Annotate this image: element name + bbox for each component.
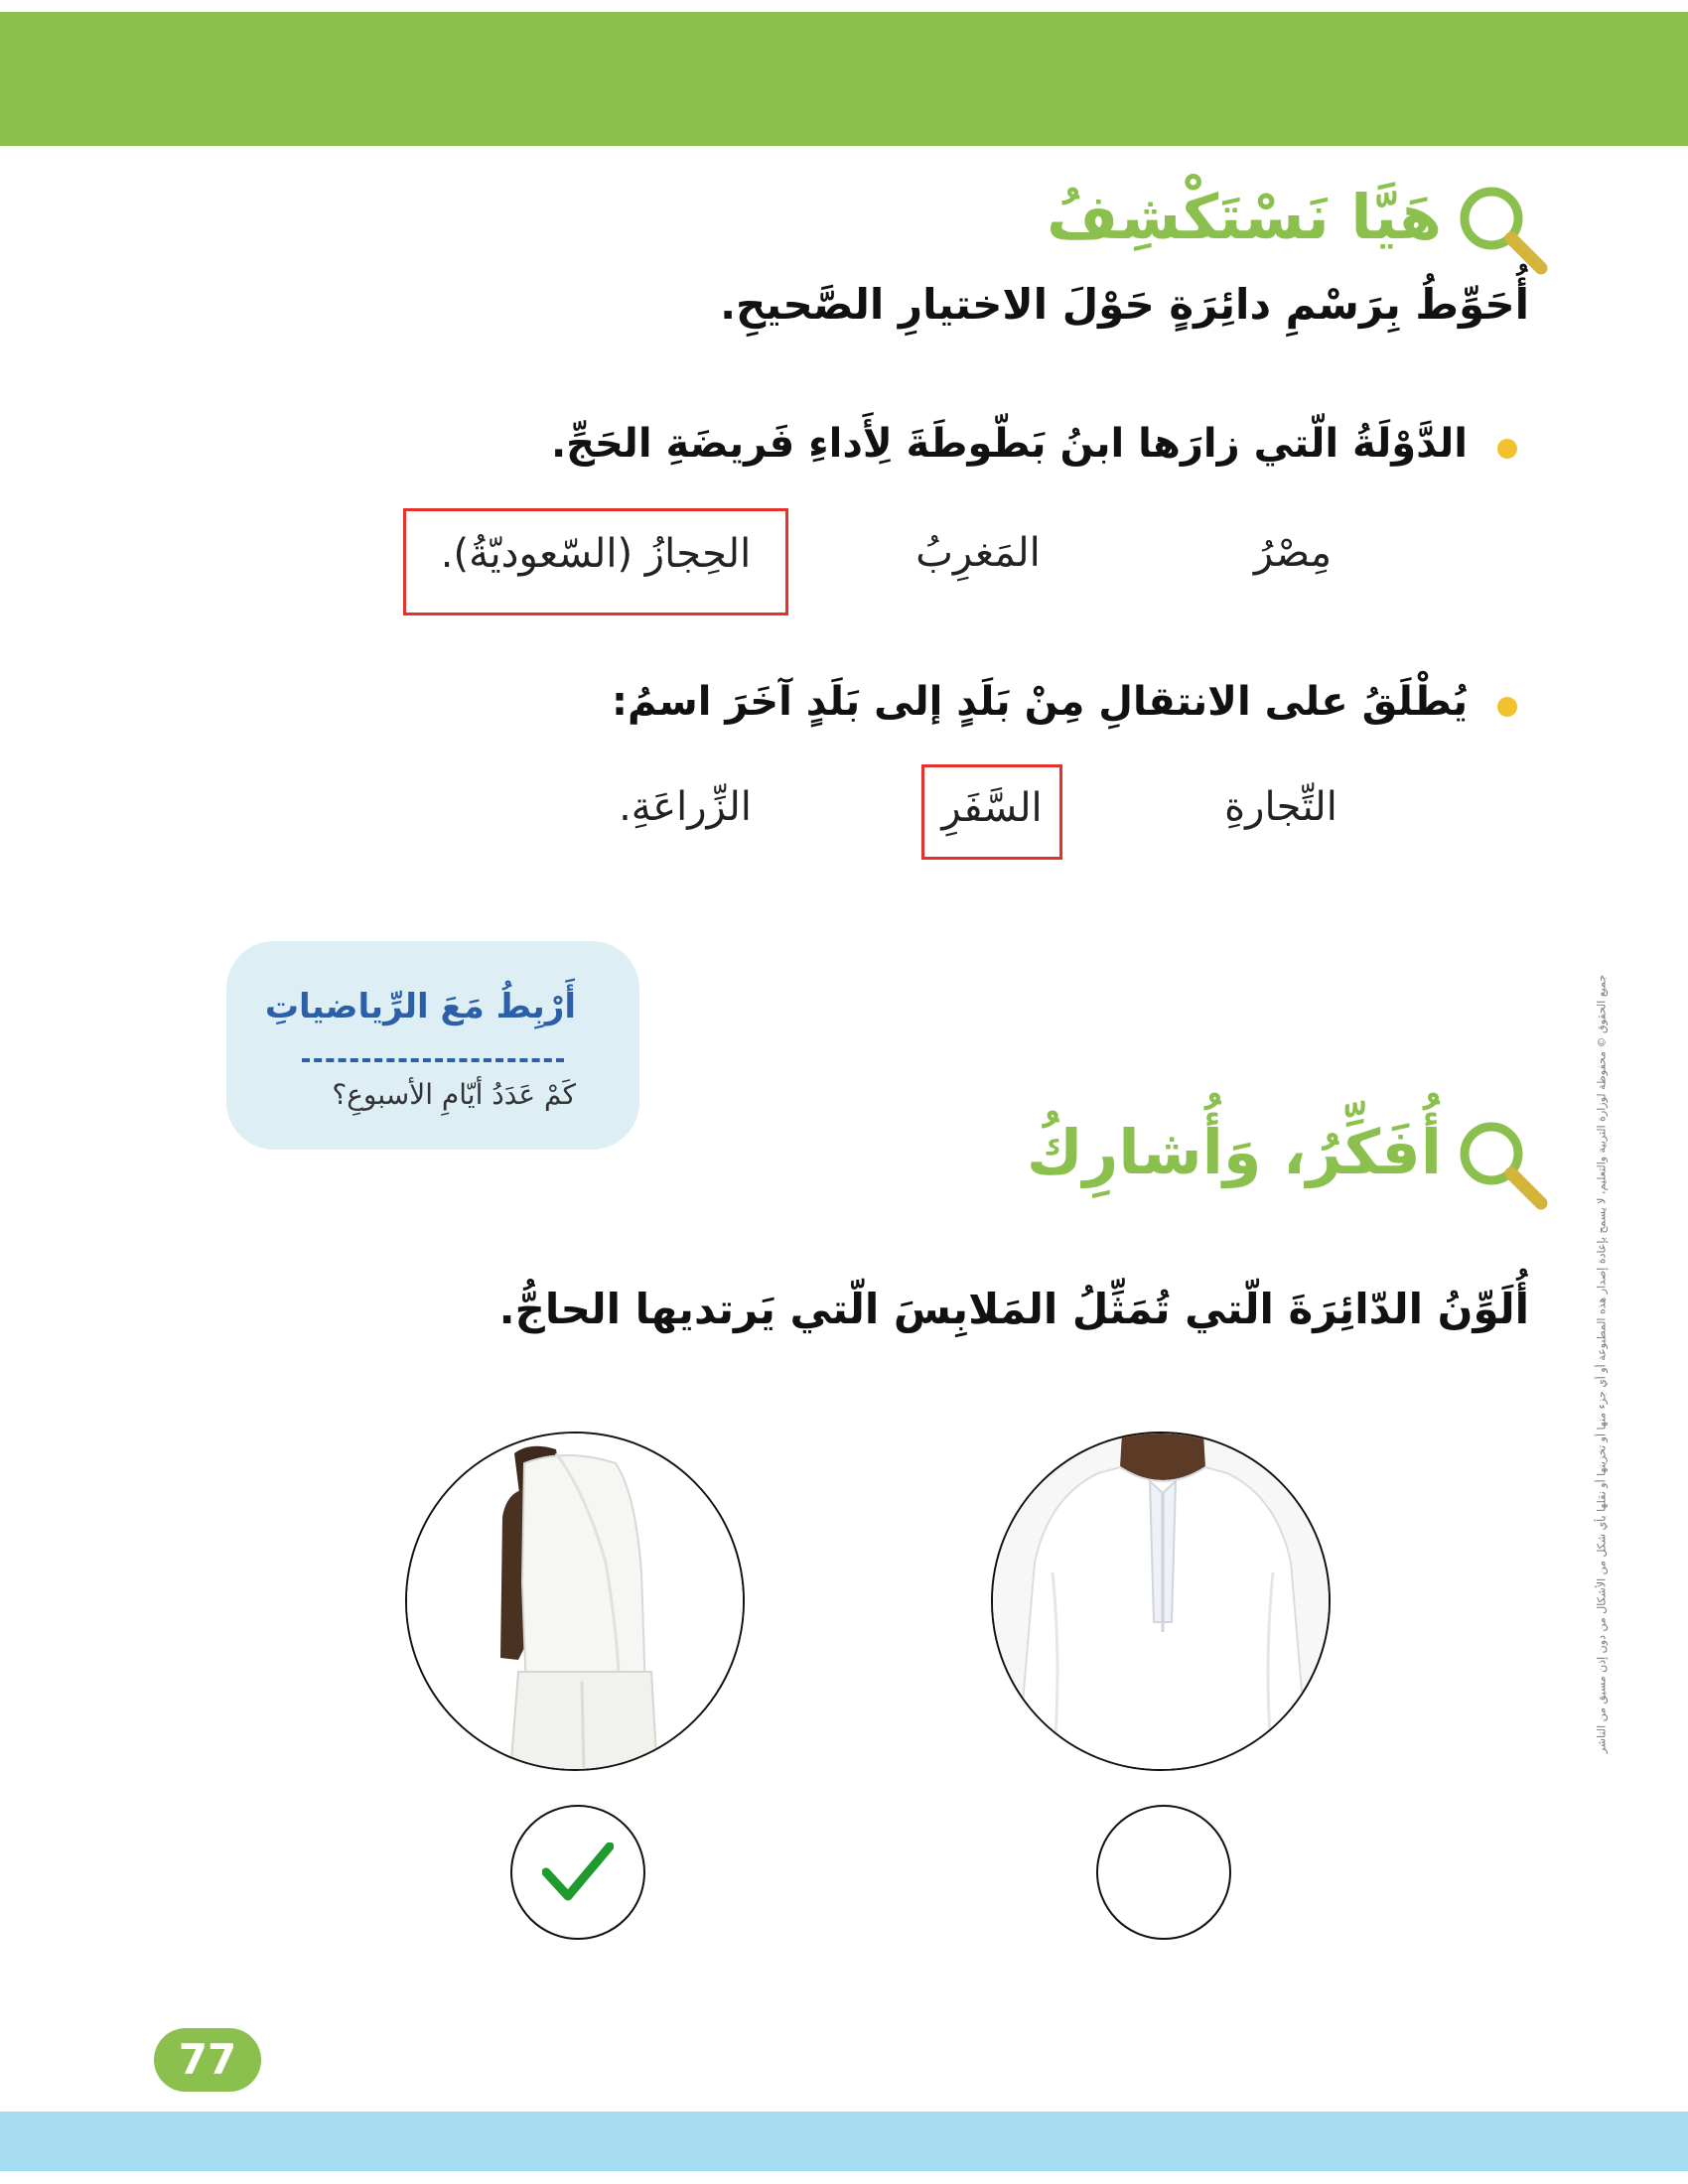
thobe-choice-circle[interactable] (1096, 1805, 1231, 1940)
math-link-question: كَمْ عَدَدُ أيّامِ الأسبوعِ؟ (332, 1078, 576, 1111)
copyright-side-note (1593, 780, 1611, 1948)
think-share-heading (1026, 1108, 1549, 1217)
thobe-illustration (993, 1433, 1331, 1771)
think-share-title: أُفَكِّرُ، وَأُشارِكُ (1026, 1116, 1442, 1188)
explore-heading (1047, 175, 1549, 274)
math-link-card (226, 941, 639, 1150)
explore-instruction: أُحَوِّطُ بِرَسْمِ دائِرَةٍ حَوْلَ الاختيارِ الصَّحيحِ. (720, 280, 1529, 329)
ihram-illustration (407, 1433, 745, 1771)
top-green-band (0, 12, 1688, 146)
think-share-instruction: أُلَوِّنُ الدّائِرَةَ الّتي تُمَثِّلُ المَلابِسَ الّتي يَرتديها الحاجُّ. (498, 1285, 1529, 1333)
question-1-option-1[interactable]: مِصْرُ (1253, 530, 1333, 576)
question-2-option-2: السَّفَرِ (941, 785, 1043, 831)
question-2-text: يُطْلَقُ على الانتقالِ مِنْ بَلَدٍ إلى بَلَدٍ آخَرَ اسمُ: (612, 679, 1468, 725)
question-1-option-2[interactable]: المَغرِبُ (915, 530, 1041, 576)
copyright-text: جميع الحقوق © محفوظة لوزارة التربية والتعليم، لا يسمح بإعادة إصدار هذه المطبوعة أو أي جزء منها أو تخزينها أو نقلها بأي شكل من الأشكال من دون إذن مسبق من الناشر (1595, 974, 1609, 1754)
question-1-bullet (1497, 439, 1517, 459)
ihram-clothing-photo (405, 1432, 745, 1771)
question-2-selected-box[interactable] (921, 764, 1062, 860)
bottom-blue-band (0, 2112, 1688, 2171)
page-number: 77 (154, 2028, 261, 2092)
magnifier-icon (1454, 1116, 1549, 1211)
question-1-text: الدَّوْلَةُ الّتي زارَها ابنُ بَطّوطَةَ لِأَداءِ فَريضَةِ الحَجِّ. (550, 421, 1468, 467)
explore-title: هَيَّا نَسْتَكْشِفُ (1047, 181, 1442, 253)
question-2-bullet (1497, 697, 1517, 717)
ihram-choice-circle[interactable] (510, 1805, 645, 1940)
question-1-option-3: الحِجازُ (السّعوديّةُ). (440, 531, 752, 577)
checkmark-icon (542, 1843, 614, 1902)
question-2-option-3[interactable]: الزِّراعَةِ. (619, 784, 752, 830)
question-1-selected-box[interactable] (403, 508, 788, 615)
math-link-divider (302, 1058, 564, 1062)
question-2-option-1[interactable]: التِّجارةِ (1224, 784, 1337, 830)
white-thobe-photo (991, 1432, 1331, 1771)
math-link-title: أَرْبِطُ مَعَ الرِّياضياتِ (264, 987, 576, 1026)
magnifier-icon (1454, 181, 1549, 276)
